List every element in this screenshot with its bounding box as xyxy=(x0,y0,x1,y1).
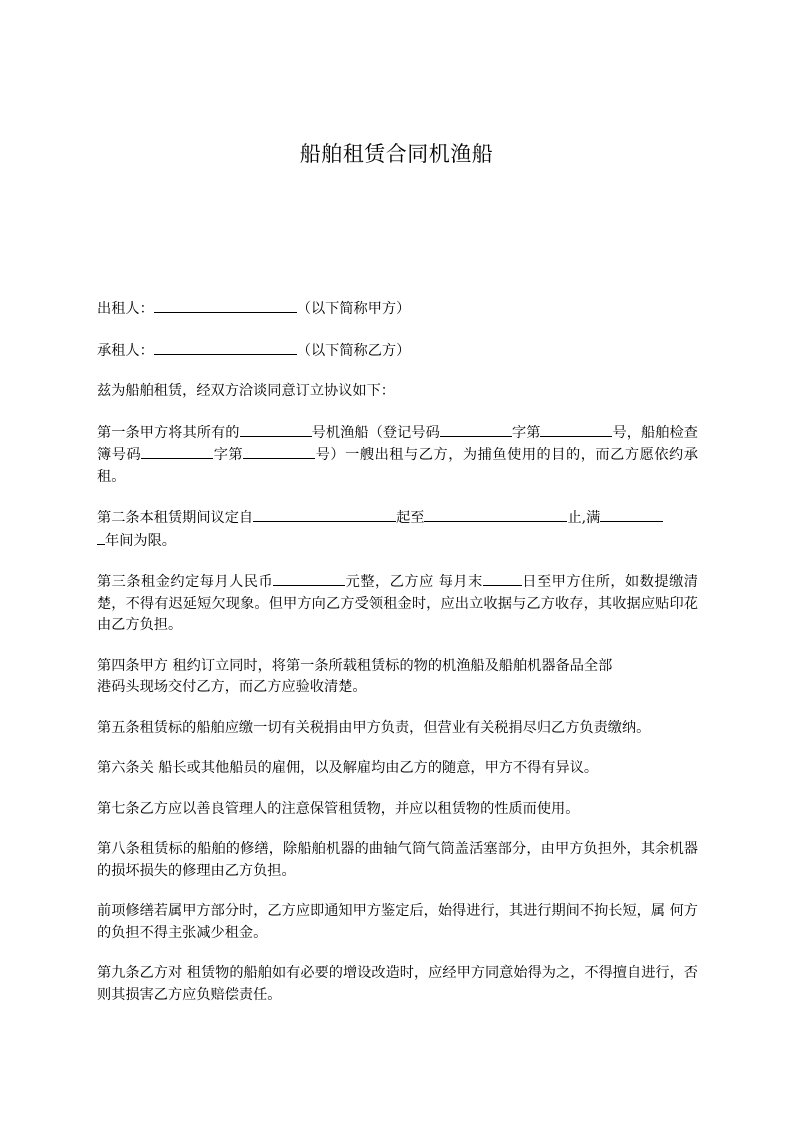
article-6: 第六条关 船长或其他船员的雇佣，以及解雇均由乙方的随意，甲方不得有异议。 xyxy=(97,760,599,776)
article-4-line-1: 第四条甲方 租约订立同时，将第一条所载租赁标的物的机渔船及船舶机器备品全部 xyxy=(97,657,613,674)
inspection-prefix-blank[interactable] xyxy=(141,444,213,459)
article-1 xyxy=(97,422,698,489)
article-1-text-a: 第一条甲方将其所有的 xyxy=(97,424,240,441)
article-4 xyxy=(97,656,698,699)
article-9: 第九条乙方对 租赁物的船舶如有必要的增设改造时，应经甲方同意始得为之，不得擅自进行，否则其损害乙方应负赔偿责任。 xyxy=(97,965,698,1003)
payment-day-blank[interactable] xyxy=(483,571,522,586)
article-1-text-b: 号机渔船（登记号码 xyxy=(311,424,440,441)
registration-prefix-blank[interactable] xyxy=(440,422,512,437)
lessor-suffix: （以下简称甲方） xyxy=(296,301,411,317)
rent-amount-blank[interactable] xyxy=(273,571,345,586)
article-4-line-2: 港码头现场交付乙方，而乙方应验收清楚。 xyxy=(97,679,367,695)
article-8: 第八条租赁标的船舶的修缮，除船舶机器的曲轴气筒气筒盖活塞部分，由甲方负担外，其余机器的损坏损失的修理由乙方负担。 xyxy=(97,841,698,879)
lessee-line xyxy=(97,340,698,363)
article-1-text-f: 号）一艘出租与乙方，为捕鱼使用的目的，而乙方愿依约承租。 xyxy=(97,447,698,485)
article-5: 第五条租赁标的船舶应缴一切有关税捐由甲方负责，但营业有关税捐尽归乙方负责缴纳。 xyxy=(97,719,651,736)
contract-body xyxy=(97,298,698,1025)
article-1-text-d: 号，船舶检查簿号码 xyxy=(97,424,698,463)
lessee-suffix: （以下简称乙方） xyxy=(296,342,411,359)
lessor-blank[interactable] xyxy=(154,298,297,313)
article-2-text-c: 止,满 xyxy=(567,510,601,526)
article-1-text-c: 字第 xyxy=(511,424,541,441)
lessee-blank[interactable] xyxy=(154,340,297,355)
article-2-text-d: 年间为限。 xyxy=(105,532,176,549)
article-2 xyxy=(97,507,698,552)
lessor-label: 出租人： xyxy=(97,301,154,317)
repair-note: 前项修缮若属甲方部分时，乙方应即通知甲方鉴定后，始得进行，其进行期间不拘长短，属 何方的负担不得主张减少租金。 xyxy=(97,903,698,941)
article-3-text-a: 第三条租金约定每月人民币 xyxy=(97,574,274,590)
inspection-number-blank[interactable] xyxy=(243,444,315,459)
article-3-text-c: 日至甲方住所，如数提缴清楚，不得有迟延短欠现象。但甲方向乙方受领租金时，应出立收据与乙方收存，其收据应贴印花由乙方负担。 xyxy=(97,574,698,633)
registration-number-blank[interactable] xyxy=(540,422,612,437)
lessee-label: 承租人： xyxy=(97,342,154,359)
years-blank-continued xyxy=(97,530,105,545)
article-3-text-b: 元整，乙方应 每月末 xyxy=(345,574,483,590)
article-2-text-b: 起至 xyxy=(396,510,425,526)
end-date-blank[interactable] xyxy=(424,507,567,522)
lessor-line xyxy=(97,298,698,321)
vessel-number-blank[interactable] xyxy=(240,422,312,437)
document-title: 船舶租赁合同机渔船 xyxy=(299,142,494,166)
article-7: 第七条乙方应以善良管理人的注意保管租赁物，并应以租赁物的性质而使用。 xyxy=(97,800,580,817)
years-blank[interactable] xyxy=(600,507,663,522)
article-1-text-e: 字第 xyxy=(213,447,244,463)
article-2-text-a: 第二条本租赁期间议定自 xyxy=(97,510,254,526)
article-3 xyxy=(97,571,698,637)
start-date-blank[interactable] xyxy=(253,507,396,522)
preamble: 兹为船舶租赁，经双方洽谈同意订立协议如下： xyxy=(97,383,395,399)
